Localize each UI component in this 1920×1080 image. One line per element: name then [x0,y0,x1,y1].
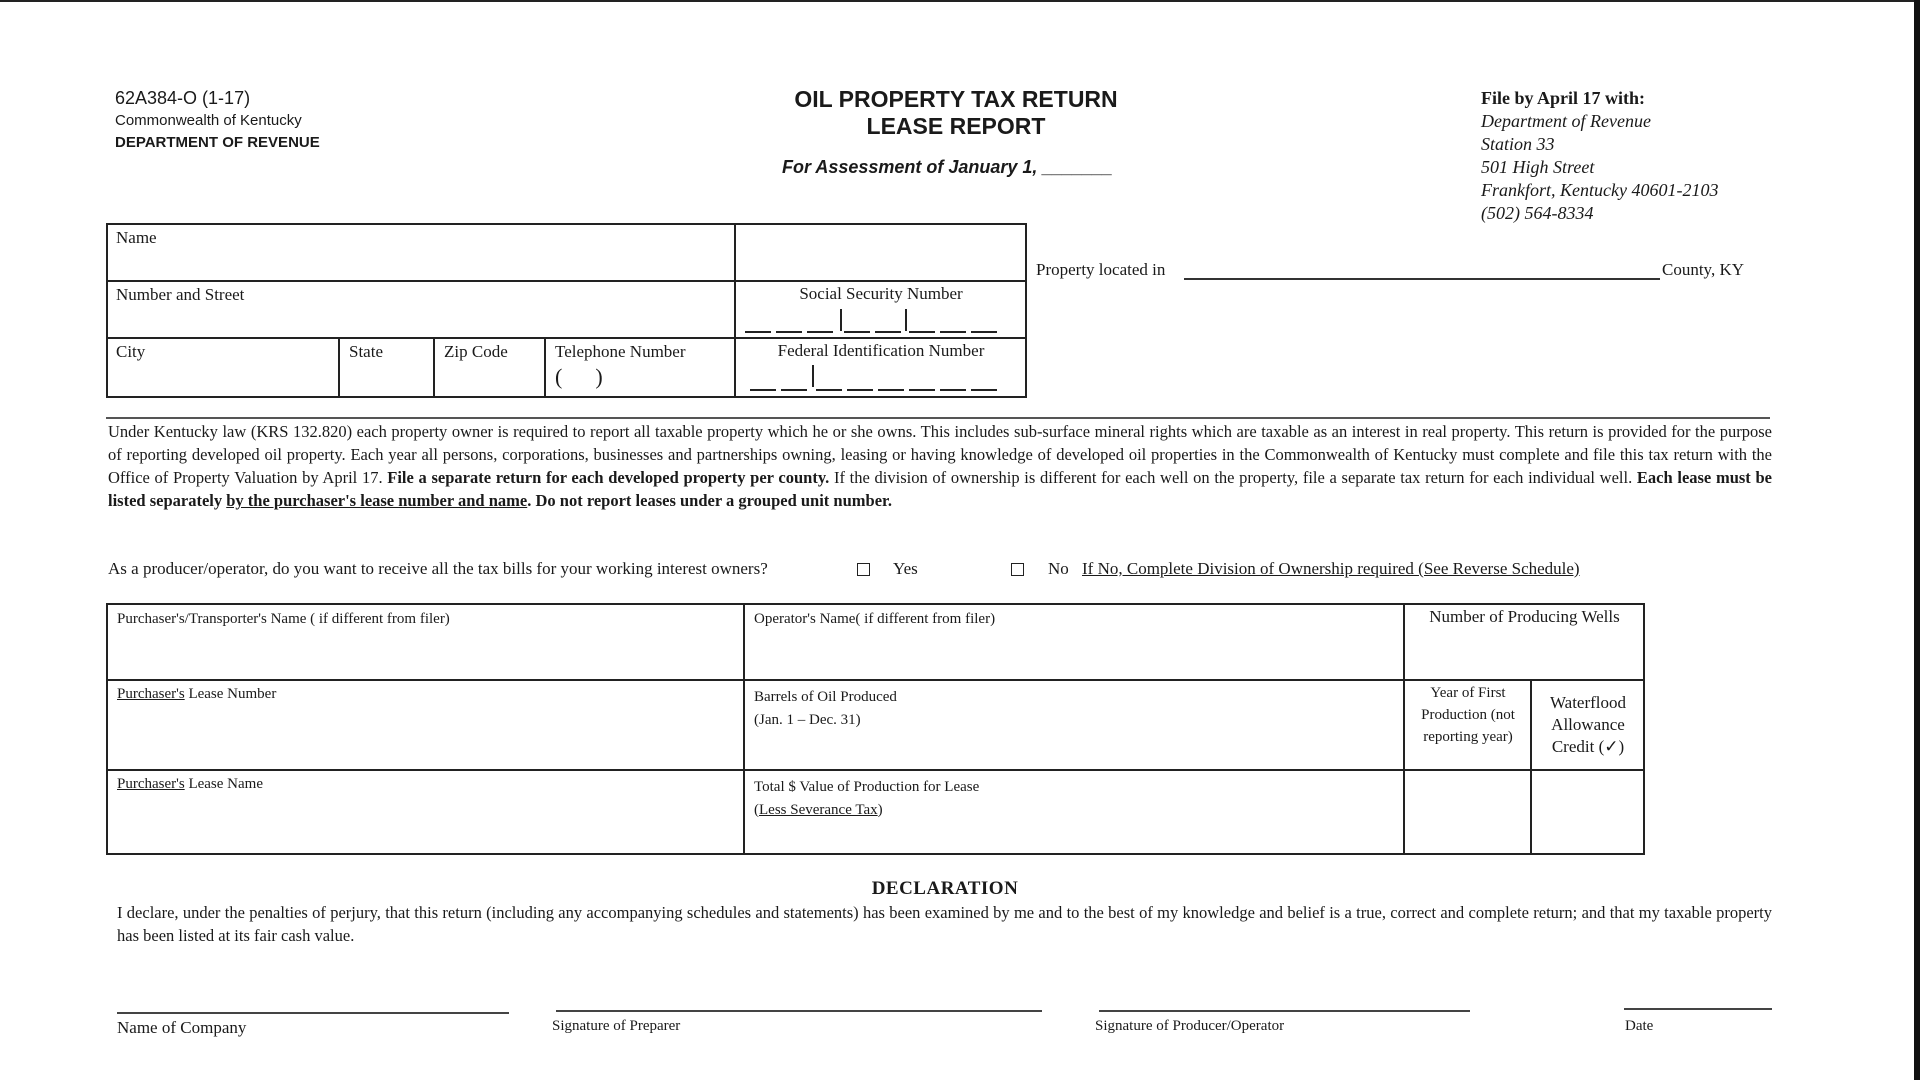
lease-number-label-underlined: Purchaser's [117,686,185,702]
date-label: Date [1625,1018,1654,1034]
table-divider [106,679,1645,681]
area-code-parens: ( ) [555,364,603,389]
digit-blank [940,331,966,333]
lease-note-underlined: by the purchaser's lease number and name [226,491,528,510]
division-of-ownership-note: If No, Complete Division of Ownership required (See Reverse Schedule) [1082,559,1580,578]
mailing-address [1481,110,1718,225]
waterflood-cell[interactable] [1536,692,1640,758]
operator-name-label: Operator's Name( if different from filer) [754,611,996,627]
street-label: Number and Street [116,285,245,304]
lease-name-label-underlined: Purchaser's [117,776,185,792]
address-line: Station 33 [1481,134,1555,154]
grouped-unit-note: . Do not report leases under a grouped unit number. [527,491,892,510]
ssn-field[interactable] [745,300,1005,335]
digit-blank [807,331,833,333]
lease-note: Each lease must be listed separately [108,468,1772,510]
digit-blank [750,389,776,391]
producing-wells-cell[interactable] [1406,607,1643,627]
preparer-signature-line[interactable] [556,1010,1042,1012]
digit-blank [909,331,935,333]
digit-blank [844,331,870,333]
producer-label: Signature of Producer/Operator [1095,1018,1285,1034]
box-divider [106,280,1027,282]
digit-blank [816,389,842,391]
date-line[interactable] [1624,1008,1772,1010]
phone-label: Telephone Number [555,342,686,361]
declaration-title: DECLARATION [871,878,1019,899]
digit-blank [776,331,802,333]
digit-blank [940,389,966,391]
first-production-label: Year of First Production (not reporting year) [1421,685,1515,745]
digit-blank [745,331,771,333]
assessment-year-line: For Assessment of January 1, _______ [782,157,1113,177]
box-divider [433,337,435,398]
waterflood-input[interactable] [1533,772,1643,852]
lease-name-label: Lease Name [184,776,263,792]
digit-blank [781,389,807,391]
lease-name-cell[interactable] [117,776,263,793]
barrels-cell[interactable] [754,686,897,732]
paren-close: ) [877,802,883,818]
form-title-line2: LEASE REPORT [866,113,1046,139]
table-divider [1403,603,1405,855]
box-divider [338,337,340,398]
file-by-label: File by April 17 with: [1481,88,1646,108]
instructions-text: Under Kentucky law (KRS 132.820) each property owner is required to report all taxable property which he or she owns. This includes sub-surface mineral rights which are taxable as an interest in real property. This return is provided for the purpose of reporting developed oil property. Each year all persons, corporations, businesses and partnerships owning, leasing or having knowledge of developed oil properties in the Commonwealth of Kentucky must complete and file this tax return with the Office of Property Valuation by April 17. [108,422,1772,487]
city-field[interactable] [116,342,145,362]
state-label: State [349,342,383,361]
waterflood-label: Waterflood Allowance Credit (✓) [1549,693,1627,756]
table-divider [1530,679,1532,855]
bills-question: As a producer/operator, do you want to receive all the tax bills for your working interest owners? [108,559,768,578]
producer-signature-line[interactable] [1099,1010,1470,1012]
separate-return-note: File a separate return for each developed property per county. [387,468,830,487]
box-divider [106,337,1027,339]
phone-field[interactable] [555,342,686,362]
no-label: No [1048,559,1069,578]
table-divider [106,769,1645,771]
city-label: City [116,342,146,361]
commonwealth-label: Commonwealth of Kentucky [115,112,302,129]
box-divider [544,337,546,398]
table-divider [743,603,745,855]
producing-wells-label: Number of Producing Wells [1429,607,1620,626]
yes-checkbox[interactable] [857,563,870,576]
company-name-label: Name of Company [117,1018,247,1037]
total-value-label: Total $ Value of Production for Lease [754,779,980,795]
lease-number-label: Lease Number [184,686,277,702]
address-line: Department of Revenue [1481,111,1651,131]
ssn-separator [905,309,907,331]
county-suffix: County, KY [1662,260,1745,279]
instructions-paragraph [108,420,1772,512]
barrels-period: (Jan. 1 – Dec. 31) [754,712,861,728]
severance-tax-label: Less Severance Tax [759,802,878,818]
page-top-border [0,0,1920,2]
first-production-input[interactable] [1406,772,1529,852]
first-production-cell[interactable] [1408,682,1528,748]
address-line: 501 High Street [1481,157,1595,177]
no-checkbox[interactable] [1011,563,1024,576]
form-number: 62A384-O (1-17) [115,88,251,108]
declaration-text: I declare, under the penalties of perjury, that this return (including any accompanying schedules and statements) has been examined by me and to the best of my knowledge and belief is a true, correct and complete return; and that my taxable property has been listed at its fair cash value. [117,903,1772,945]
fein-label: Federal Identification Number [777,341,985,360]
lease-number-cell[interactable] [117,686,276,703]
zip-label: Zip Code [444,342,508,361]
ssn-separator [840,309,842,331]
state-field[interactable] [349,342,383,362]
department-label: DEPARTMENT OF REVENUE [115,134,320,151]
ssn-label: Social Security Number [799,284,963,303]
purchaser-name-cell[interactable] [117,611,450,628]
zip-field[interactable] [444,342,508,362]
company-signature-line[interactable] [117,1012,509,1014]
fein-field[interactable] [750,360,1020,395]
yes-label: Yes [893,559,918,578]
paren-open: ( [754,802,759,818]
purchaser-name-label: Purchaser's/Transporter's Name ( if different from filer) [117,611,450,627]
street-field[interactable] [116,285,244,305]
digit-blank [847,389,873,391]
county-input-line[interactable] [1184,278,1660,280]
fein-separator [812,365,814,387]
total-value-cell[interactable] [754,776,979,822]
severance-note [754,799,979,822]
operator-name-cell[interactable] [754,611,995,628]
barrels-label: Barrels of Oil Produced [754,689,897,705]
preparer-label: Signature of Preparer [552,1018,681,1034]
digit-blank [971,389,997,391]
digit-blank [971,331,997,333]
digit-blank [878,389,904,391]
property-located-label: Property located in [1036,260,1166,279]
form-title-line1: OIL PROPERTY TAX RETURN [794,86,1118,112]
address-line: Frankfort, Kentucky 40601-2103 [1481,180,1719,200]
box-divider [734,223,736,398]
address-line: (502) 564-8334 [1481,203,1594,223]
digit-blank [875,331,901,333]
name-label: Name [116,228,157,247]
page-right-border [1914,0,1920,1080]
section-separator [106,417,1770,419]
instructions-text: If the division of ownership is different for each well on the property, file a separate tax return for each individual well. [829,468,1637,487]
name-field[interactable] [116,228,157,248]
digit-blank [909,389,935,391]
